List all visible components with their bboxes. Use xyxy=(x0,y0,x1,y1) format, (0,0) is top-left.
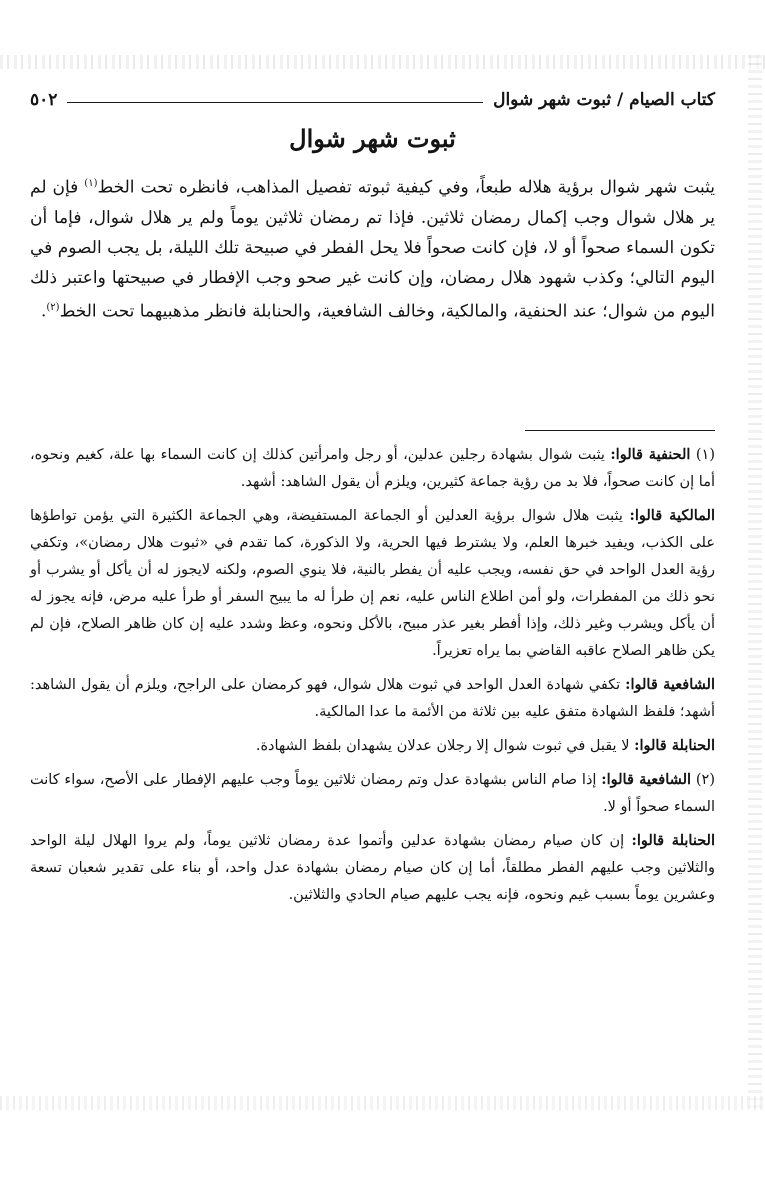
school-name: الحنابلة قالوا: xyxy=(634,737,715,755)
footnote-hanafi-1 xyxy=(30,441,715,496)
school-name: الحنابلة قالوا: xyxy=(631,832,716,850)
footnote-ref-2: (٢) xyxy=(46,301,60,313)
scan-noise-bottom xyxy=(0,1096,765,1110)
page-title: ثبوت شهر شوال xyxy=(289,124,456,153)
main-text-part-1: يثبت شهر شوال برؤية هلاله طبعاً، وفي كيفية ثبوته تفصيل المذاهب، فانظره تحت الخط xyxy=(97,177,715,198)
footnotes xyxy=(30,441,715,909)
main-paragraph: يثبت شهر شوال برؤية هلاله طبعاً، وفي كيفية ثبوته تفصيل المذاهب، فانظره تحت الخط$^{(١)}$ فإن لم ير هلال شوال وجب إكمال رمضان ثلاثين. فإذا تم رمضان ثلاثين يوماً ولم ير هلال شوال، فإما أن تكون السماء صحواً أو لا، فإن كانت صحواً فلا يحل الفطر في صبيحة تلك الليلة، بل يجب الصوم في اليوم التالي؛ وكذب شهود هلال رمضان، وإن كانت غير صحو وجب الإفطار في صبيحتها واعتبر ذلك اليوم من شوال؛ عند الحنفية، والمالكية، وخالف الشافعية، والحنابلة فانظر مذهبيهما تحت الخط$^{(٢)}$. xyxy=(30,177,715,322)
footnote-text: إن كان صيام رمضان بشهادة عدلين وأتموا عدة رمضان ثلاثين يوماً، ولم يروا الهلال ليلة الواحد والثلاثين وجب عليهم الفطر مطلقاً، أما إن كان صيام رمضان بشهادة عدل واحد، أو بناء على تقدير شعبان تسعة وعشرين يوماً بسبب غيم ونحوه، فإنه يجب عليهم صيام الحادي والثلاثين. xyxy=(30,833,715,904)
footnote-text: يثبت هلال شوال برؤية العدلين أو الجماعة المستفيضة، وهي الجماعة الكثيرة التي يؤمن تواطؤها على الكذب، ويفيد خبرها العلم، ولا يشترط فيها الحرية، ولا الذكورة، كما تقدم في «ثبوت هلال رمضان»، وتكفي رؤية العدل الواحد في حق نفسه، ويجب عليه أن يفطر بالنية، فلا ينوي الصوم، ولكنه لايجوز له أن يأكل أو يشرب أو نحو ذلك من المفطرات، ولو أمن اطلاع الناس عليه، نعم إن طرأ له ما يبيح السفر أو طرأ عليه مرض، فإنه يجوز له أن يأكل ويشرب وغير ذلك، وإذا أفطر بغير عذر مبيح، بالأكل ونحوه، وعظ وشدد عليه إن كان ظاهر الصلاح، فإن لم يكن ظاهر الصلاح عاقبه القاضي بما يراه تعزيراً. xyxy=(30,508,715,660)
page-number: ٥٠٢ xyxy=(30,90,58,110)
running-header xyxy=(30,80,715,120)
footnote-text: يثبت شوال بشهادة رجلين عدلين، أو رجل وامرأتين كذلك إن كانت السماء بها علة، كغيم ونحوه، أما إن كانت صحواً، فلا بد من رؤية جماعة كثيرين، ويلزم أن يقول الشاهد: أشهد. xyxy=(30,447,715,491)
header-book-title: كتاب الصيام / ثبوت شهر شوال xyxy=(493,90,715,110)
footnote-shafii-1 xyxy=(30,671,715,726)
school-name: الحنفية قالوا: xyxy=(610,446,691,464)
main-text-part-2: فإن لم ير هلال شوال وجب إكمال رمضان ثلاثين. فإذا تم رمضان ثلاثين يوماً ولم ير هلال شوال، فإما أن تكون السماء صحواً أو لا، فإن كانت صحواً فلا يحل الفطر في صبيحة تلك الليلة، بل يجب الصوم في اليوم التالي؛ وكذب شهود هلال رمضان، وإن كانت غير صحو وجب الإفطار في صبيحتها واعتبر ذلك اليوم من شوال؛ عند الحنفية، والمالكية، وخالف الشافعية، والحنابلة فانظر مذهبيهما تحت الخط xyxy=(30,177,715,322)
book-page xyxy=(30,80,715,915)
scan-noise-top xyxy=(0,55,765,69)
header-rule xyxy=(67,102,483,103)
footnote-maliki-1 xyxy=(30,502,715,665)
school-name: الشافعية قالوا: xyxy=(625,676,715,694)
main-text xyxy=(30,169,715,326)
footnote-text: لا يقبل في ثبوت شوال إلا رجلان عدلان يشهدان بلفظ الشهادة. xyxy=(255,738,630,755)
school-name: المالكية قالوا: xyxy=(629,507,715,525)
footnote-hanbali-1 xyxy=(30,732,715,760)
footnote-marker: (١) xyxy=(695,447,715,464)
footnote-marker: (٢) xyxy=(695,772,716,789)
footnote-text: إذا صام الناس بشهادة عدل وتم رمضان ثلاثين يوماً وجب عليهم الإفطار على الأصح، سواء كانت السماء صحواً أو لا. xyxy=(30,772,715,816)
school-name: الشافعية قالوا: xyxy=(601,771,692,789)
scan-noise-right xyxy=(748,55,762,1110)
footnote-ref-1: (١) xyxy=(84,178,98,189)
footnote-separator xyxy=(525,430,715,431)
footnote-shafii-2 xyxy=(30,766,715,821)
footnote-hanbali-2 xyxy=(30,827,715,909)
footnote-text: تكفي شهادة العدل الواحد في ثبوت هلال شوال، فهو كرمضان على الراجح، ويلزم أن يقول الشاهد: أشهد؛ فلفظ الشهادة متفق عليه بين ثلاثة من الأئمة ما عدا المالكية. xyxy=(30,677,715,721)
